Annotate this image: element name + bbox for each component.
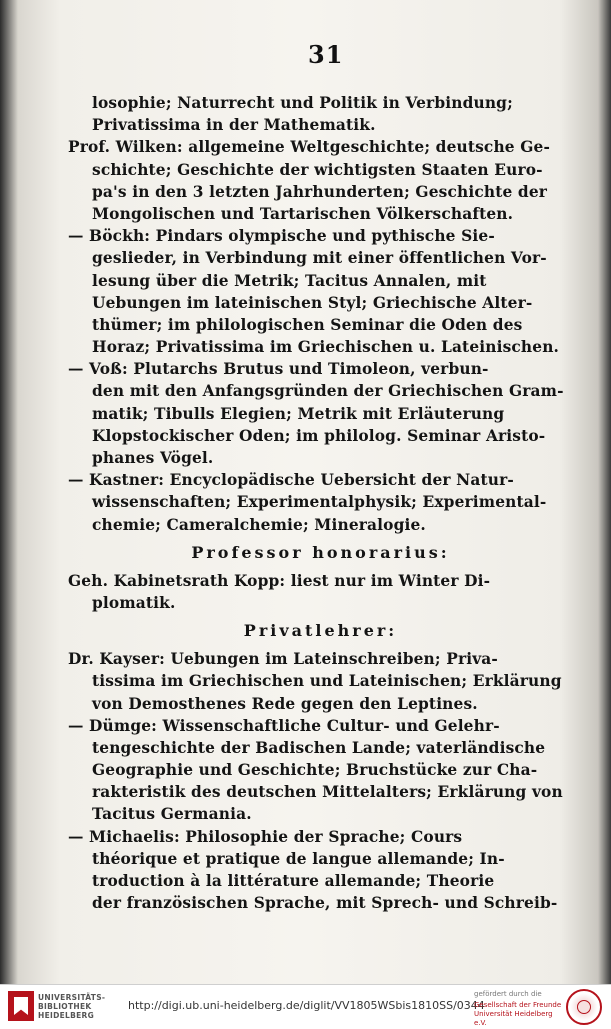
text-line: Geographie und Geschichte; Bruchstücke zur Cha- [92, 761, 538, 780]
privatlehrer-list [68, 648, 573, 914]
text-line: Horaz; Privatissima im Griechischen u. Lateinischen. [92, 338, 560, 357]
library-logo-icon [8, 991, 34, 1021]
heading-privatlehrer: Privatlehrer: [243, 621, 398, 641]
text-line: — Dümge: Wissenschaftliche Cultur- und Gelehr- [68, 716, 500, 735]
text-line: den mit den Anfangsgründen der Griechischen Gram- [92, 382, 564, 401]
text-line: thümer; im philologischen Seminar die Oden des [92, 315, 523, 334]
text-line: tengeschichte der Badischen Lande; vaterländische [92, 738, 546, 757]
text-line: pa's in den 3 letzten Jahrhunderten; Geschichte der [92, 182, 548, 201]
text-line: Uebungen im lateinischen Styl; Griechische Alter- [92, 293, 533, 312]
text-line: rakteristik des deutschen Mittelalters; Erklärung von [92, 783, 563, 802]
text-line: Dr. Kayser: Uebungen im Lateinschreiben; Priva- [68, 650, 498, 669]
text-line: — Böckh: Pindars olympische und pythische Sie- [68, 227, 495, 246]
text-line: wissenschaften; Experimentalphysik; Experimental- [92, 493, 547, 512]
library-name: UNIVERSITÄTS- BIBLIOTHEK HEIDELBERG [38, 993, 106, 1020]
permalink-url[interactable]: http://digi.ub.uni-heidelberg.de/diglit/VV1805WSbis1810SS/0344 [128, 999, 485, 1012]
text-line: chemie; Cameralchemie; Mineralogie. [92, 515, 426, 534]
funded-by-label: gefördert durch die [474, 990, 542, 998]
text-block [68, 92, 573, 914]
text-line: — Michaelis: Philosophie der Sprache; Cours [68, 827, 463, 846]
text-line: Klopstockischer Oden; im philolog. Seminar Aristo- [92, 426, 546, 445]
text-line: troduction à la littérature allemande; Theorie [92, 872, 495, 890]
text-line: — Kastner: Encyclopädische Uebersicht der Natur- [68, 471, 514, 490]
viewer-footer [0, 984, 611, 1029]
heading-professor-honorarius: Professor honorarius: [191, 542, 450, 562]
text-line: plomatik. [92, 593, 176, 612]
text-line: geslieder, in Verbindung mit einer öffentlichen Vor- [92, 249, 547, 268]
lecture-list [68, 92, 573, 536]
page-number: 31 [308, 40, 344, 69]
text-line: von Demosthenes Rede gegen den Leptines. [92, 694, 478, 713]
text-line: der französischen Sprache, mit Sprech- und Schreib- [92, 894, 558, 913]
text-line: Tacitus Germania. [92, 805, 252, 824]
honorarius-list [68, 570, 573, 614]
text-line: schichte; Geschichte der wichtigsten Staaten Euro- [92, 160, 543, 179]
university-seal-icon [566, 989, 602, 1025]
text-line: losophie; Naturrecht und Politik in Verbindung; [92, 94, 513, 112]
society-name: Gesellschaft der Freunde Universität Heidelberg e.V. [474, 1001, 562, 1027]
text-line: Geh. Kabinetsrath Kopp: liest nur im Winter Di- [68, 571, 491, 590]
text-line: — Voß: Plutarchs Brutus und Timoleon, verbun- [68, 360, 489, 379]
text-line: Prof. Wilken: allgemeine Weltgeschichte; deutsche Ge- [68, 138, 551, 157]
text-line: lesung über die Metrik; Tacitus Annalen, mit [92, 271, 487, 290]
text-line: Privatissima in der Mathematik. [92, 116, 376, 135]
text-line: tissima im Griechischen und Lateinischen; Erklärung [92, 672, 562, 691]
text-line: matik; Tibulls Elegien; Metrik mit Erläuterung [92, 404, 505, 423]
text-line: phanes Vögel. [92, 449, 214, 467]
text-line: Mongolischen und Tartarischen Völkerschaften. [92, 204, 514, 223]
text-line: théorique et pratique de langue allemande; In- [92, 849, 505, 868]
